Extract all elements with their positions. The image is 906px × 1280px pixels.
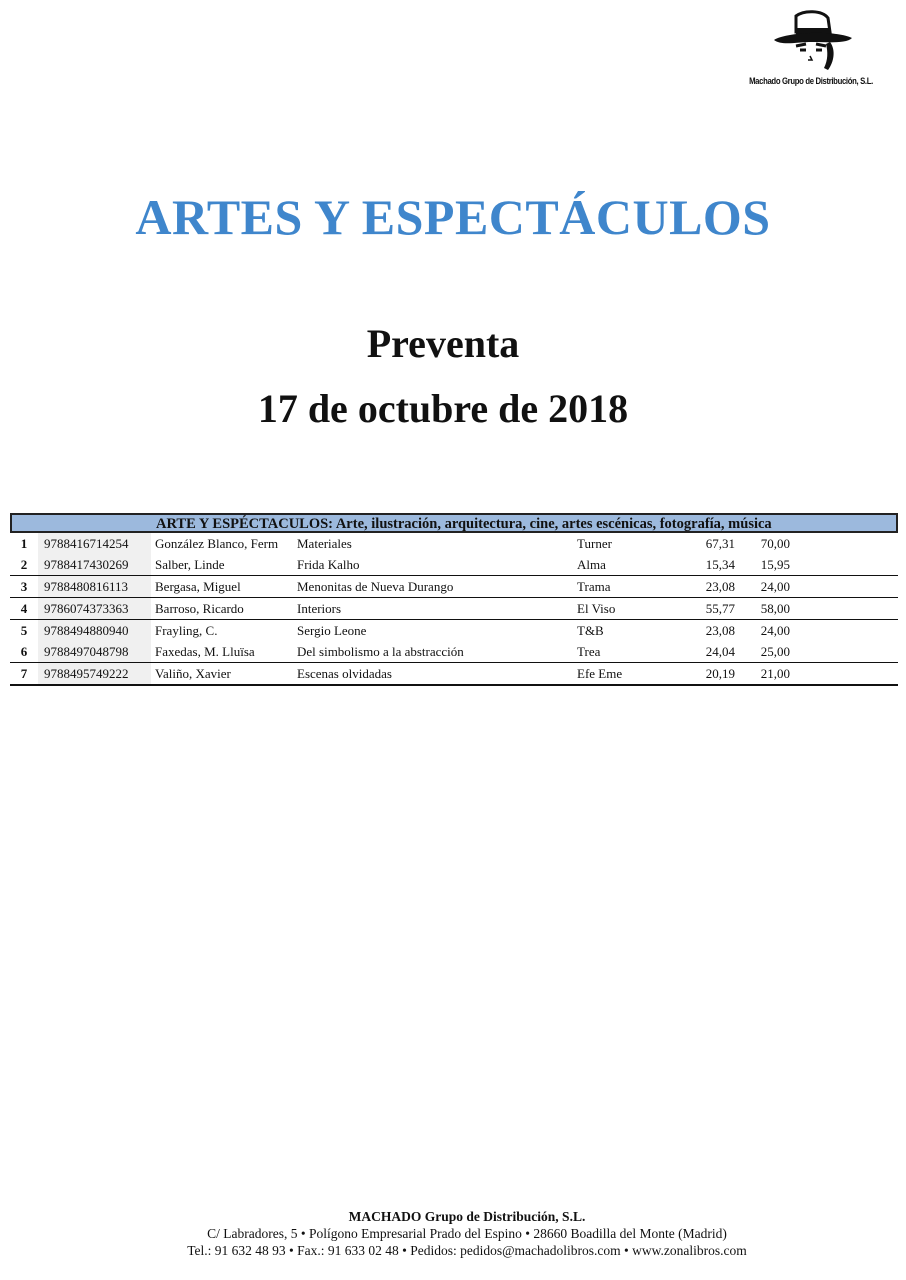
price-net-cell: 23,08 (705, 579, 735, 594)
isbn-cell: 9788494880940 (38, 620, 151, 641)
title-cell: Sergio Leone (297, 623, 367, 638)
publisher-cell: Alma (577, 557, 606, 572)
price-net-cell: 20,19 (705, 666, 735, 681)
table-row (10, 533, 898, 554)
isbn-cell: 9788417430269 (38, 554, 151, 575)
section-header-label: ARTE Y ESPÉCTACULOS: Arte, ilustración, arquitectura, cine, artes escénicas, fotografía, música (156, 516, 772, 532)
table-row (10, 663, 898, 686)
man-with-hat-icon (766, 10, 856, 76)
row-number: 4 (20, 601, 28, 616)
price-cell: 15,95 (760, 557, 790, 572)
price-net-cell: 67,31 (705, 536, 735, 551)
publisher-cell: Efe Eme (577, 666, 623, 681)
page-title: ARTES Y ESPECTÁCULOS (135, 189, 771, 245)
title-cell: Materiales (297, 536, 352, 551)
table-section-header (10, 513, 898, 533)
isbn-cell: 9788416714254 (38, 533, 151, 554)
company-logo (736, 10, 886, 94)
logo-text: Machado Grupo de Distribución, S.L. (749, 76, 873, 86)
footer-company: MACHADO Grupo de Distribución, S.L. (348, 1209, 586, 1224)
isbn-cell: 9786074373363 (38, 598, 151, 619)
price-cell: 24,00 (760, 579, 790, 594)
row-number: 3 (20, 579, 28, 594)
author-cell: Barroso, Ricardo (155, 601, 244, 616)
author-cell: Frayling, C. (155, 623, 218, 638)
author-cell: Faxedas, M. Lluïsa (155, 644, 255, 659)
row-number: 1 (20, 536, 28, 551)
table-row (10, 576, 898, 598)
publisher-cell: T&B (577, 623, 604, 638)
price-cell: 21,00 (760, 666, 790, 681)
price-net-cell: 55,77 (705, 601, 735, 616)
row-number: 6 (20, 644, 28, 659)
title-cell: Menonitas de Nueva Durango (297, 579, 454, 594)
author-cell: Salber, Linde (155, 557, 225, 572)
publisher-cell: El Viso (577, 601, 616, 616)
title-cell: Interiors (297, 601, 342, 616)
row-number: 2 (20, 557, 28, 572)
page-date: 17 de octubre de 2018 (257, 386, 629, 431)
price-cell: 58,00 (760, 601, 790, 616)
author-cell: Valiño, Xavier (155, 666, 231, 681)
publisher-cell: Turner (577, 536, 612, 551)
page-subtitle: Preventa (366, 321, 520, 366)
publisher-cell: Trea (577, 644, 601, 659)
author-cell: Bergasa, Miguel (155, 579, 241, 594)
row-number: 5 (20, 623, 28, 638)
price-cell: 25,00 (760, 644, 790, 659)
isbn-cell: 9788497048798 (38, 641, 151, 662)
author-cell: González Blanco, Ferm (155, 536, 279, 551)
table-row (10, 620, 898, 641)
footer-address: C/ Labradores, 5 • Polígono Empresarial Prado del Espino • 28660 Boadilla del Monte (Madrid) (207, 1226, 727, 1241)
table-row (10, 598, 898, 620)
isbn-cell: 9788480816113 (38, 576, 151, 597)
price-net-cell: 23,08 (705, 623, 735, 638)
title-cell: Del simbolismo a la abstracción (297, 644, 464, 659)
price-net-cell: 24,04 (705, 644, 735, 659)
table-row (10, 641, 898, 663)
price-net-cell: 15,34 (705, 557, 735, 572)
footer-contact: Tel.: 91 632 48 93 • Fax.: 91 633 02 48 • Pedidos: pedidos@machadolibros.com • www.zonalibros.com (187, 1243, 747, 1258)
title-cell: Frida Kalho (297, 557, 360, 572)
book-table (10, 513, 898, 686)
publisher-cell: Trama (577, 579, 611, 594)
isbn-cell: 9788495749222 (38, 663, 151, 684)
price-cell: 70,00 (760, 536, 790, 551)
row-number: 7 (20, 666, 28, 681)
table-row (10, 554, 898, 576)
price-cell: 24,00 (760, 623, 790, 638)
title-cell: Escenas olvidadas (297, 666, 392, 681)
